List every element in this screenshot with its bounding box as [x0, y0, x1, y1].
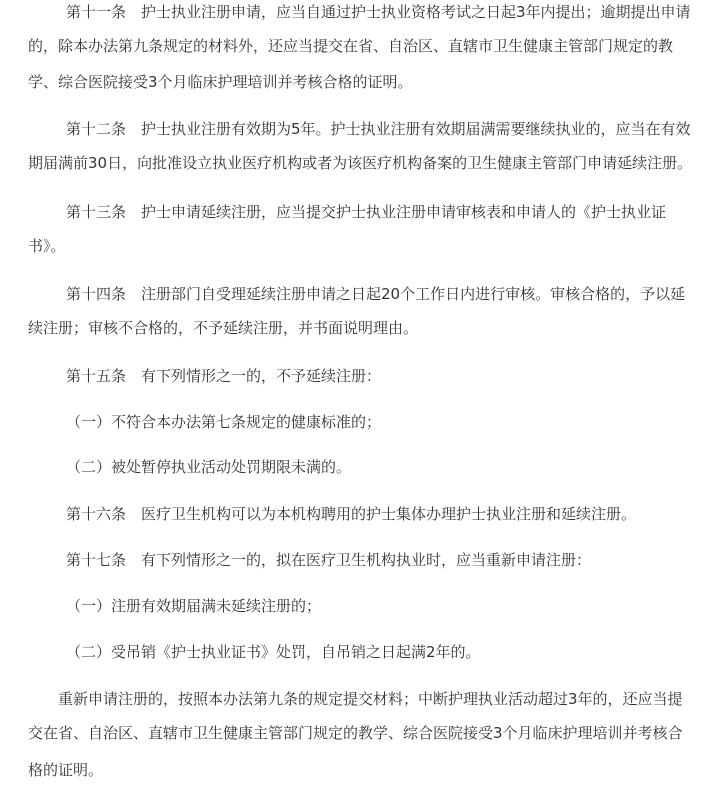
- text-line: 学、综合医院接受3个月临床护理培训并考核合格的证明。: [28, 73, 413, 91]
- text-line: （一）不符合本办法第七条规定的健康标准的；: [66, 413, 382, 431]
- text-line: 第十二条 护士执业注册有效期为5年。护士执业注册有效期届满需要继续执业的，应当在有效: [66, 120, 691, 138]
- text-line: 第十五条 有下列情形之一的，不予延续注册：: [66, 367, 382, 385]
- text-line: 第十四条 注册部门自受理延续注册申请之日起20个工作日内进行审核。审核合格的，予以延: [66, 285, 686, 303]
- text-line: 续注册；审核不合格的，不予延续注册，并书面说明理由。: [28, 319, 419, 337]
- text-line: 第十一条 护士执业注册申请，应当自通过护士执业资格考试之日起3年内提出；逾期提出申请: [66, 3, 691, 21]
- text-line: 的，除本办法第九条规定的材料外，还应当提交在省、自治区、直辖市卫生健康主管部门规定的教: [28, 37, 674, 55]
- text-line: 交在省、自治区、直辖市卫生健康主管部门规定的教学、综合医院接受3个月临床护理培训并考核合: [28, 724, 683, 742]
- text-line: （二）被处暂停执业活动处罚期限未满的。: [66, 458, 352, 476]
- text-line: 格的证明。: [28, 761, 104, 779]
- text-line: 第十三条 护士申请延续注册，应当提交护士执业注册申请审核表和申请人的《护士执业证: [66, 203, 667, 221]
- text-line: （二）受吊销《护士执业证书》处罚，自吊销之日起满2年的。: [66, 643, 481, 661]
- text-line: 第十七条 有下列情形之一的，拟在医疗卫生机构执业时，应当重新申请注册：: [66, 551, 592, 569]
- text-line: 重新申请注册的，按照本办法第九条的规定提交材料；中断护理执业活动超过3年的，还应当提: [58, 690, 683, 708]
- text-line: （一）注册有效期届满未延续注册的；: [66, 597, 322, 615]
- text-line: 书》。: [28, 237, 66, 255]
- text-line: 期届满前30日，向批准设立执业医疗机构或者为该医疗机构备案的卫生健康主管部门申请延续注册。: [28, 154, 693, 172]
- text-line: 第十六条 医疗卫生机构可以为本机构聘用的护士集体办理护士执业注册和延续注册。: [66, 505, 637, 523]
